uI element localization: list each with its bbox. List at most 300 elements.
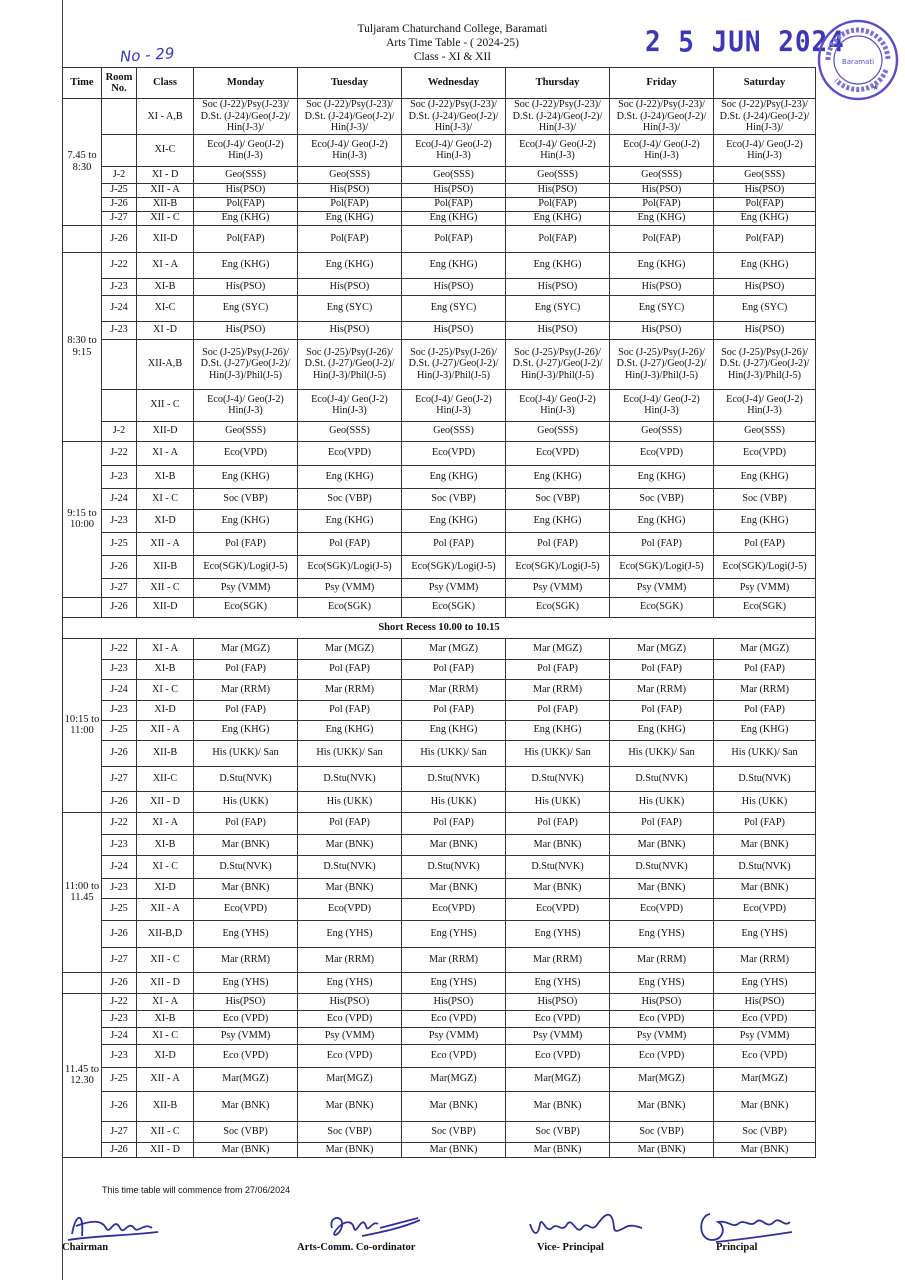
subject-cell-saturday: Eng (YHS) xyxy=(714,920,816,947)
subject-cell-saturday: Mar (MGZ) xyxy=(714,638,816,659)
subject-cell-saturday: Mar(MGZ) xyxy=(714,1067,816,1091)
vice-principal-label: Vice- Principal xyxy=(537,1242,604,1253)
subject-cell-friday: Mar (BNK) xyxy=(610,1142,714,1157)
time-slot-cell xyxy=(63,597,102,617)
class-cell: XII - C xyxy=(137,1121,194,1142)
subject-cell-monday: Mar(MGZ) xyxy=(194,1067,298,1091)
subject-cell-saturday: His(PSO) xyxy=(714,993,816,1010)
subject-cell-saturday: Pol (FAP) xyxy=(714,659,816,679)
time-slot-cell: 11:00 to 11.45 xyxy=(63,812,102,972)
class-cell: XI-C xyxy=(137,134,194,166)
subject-cell-friday: Pol(FAP) xyxy=(610,197,714,211)
subject-cell-friday: His(PSO) xyxy=(610,183,714,197)
table-row xyxy=(63,509,816,532)
subject-cell-monday: Soc (VBP) xyxy=(194,1121,298,1142)
subject-cell-friday: Mar (RRM) xyxy=(610,947,714,972)
subject-cell-wednesday: Mar (RRM) xyxy=(402,947,506,972)
subject-cell-monday: Pol(FAP) xyxy=(194,225,298,252)
subject-cell-wednesday: Mar (BNK) xyxy=(402,1142,506,1157)
subject-cell-saturday: Eng (KHG) xyxy=(714,252,816,278)
table-row xyxy=(63,1044,816,1067)
subject-cell-monday: Eco(J-4)/ Geo(J-2) Hin(J-3) xyxy=(194,389,298,421)
table-row xyxy=(63,1027,816,1044)
subject-cell-saturday: Eco(J-4)/ Geo(J-2) Hin(J-3) xyxy=(714,389,816,421)
subject-cell-monday: His(PSO) xyxy=(194,993,298,1010)
header-row xyxy=(63,68,816,99)
subject-cell-thursday: Eng (KHG) xyxy=(506,252,610,278)
time-slot-cell xyxy=(63,225,102,252)
time-slot-cell: 8:30 to 9:15 xyxy=(63,252,102,441)
subject-cell-friday: Eco(J-4)/ Geo(J-2) Hin(J-3) xyxy=(610,389,714,421)
subject-cell-friday: Soc (VBP) xyxy=(610,1121,714,1142)
class-cell: XII - D xyxy=(137,1142,194,1157)
class-cell: XI-B xyxy=(137,278,194,295)
subject-cell-saturday: Eco(VPD) xyxy=(714,441,816,465)
subject-cell-wednesday: Eco (VPD) xyxy=(402,1044,506,1067)
college-seal-icon xyxy=(816,18,900,102)
subject-cell-friday: D.Stu(NVK) xyxy=(610,766,714,791)
class-cell: XII-D xyxy=(137,597,194,617)
subject-cell-friday: Mar(MGZ) xyxy=(610,1067,714,1091)
room-cell: J-23 xyxy=(102,278,137,295)
subject-cell-thursday: His(PSO) xyxy=(506,321,610,339)
subject-cell-thursday: Psy (VMM) xyxy=(506,578,610,597)
room-cell: J-26 xyxy=(102,740,137,766)
recess-row xyxy=(63,617,816,638)
subject-cell-saturday: His (UKK)/ San xyxy=(714,740,816,766)
class-cell: XII-B xyxy=(137,1091,194,1121)
col-header-time: Time xyxy=(63,68,102,99)
table-row xyxy=(63,295,816,321)
college-name: Tuljaram Chaturchand College, Baramati xyxy=(357,23,548,35)
subject-cell-wednesday: D.Stu(NVK) xyxy=(402,855,506,878)
room-cell: J-23 xyxy=(102,1010,137,1027)
room-cell: J-22 xyxy=(102,993,137,1010)
class-cell: XI-C xyxy=(137,295,194,321)
subject-cell-monday: Psy (VMM) xyxy=(194,578,298,597)
room-cell xyxy=(102,134,137,166)
svg-text:★: ★ xyxy=(872,83,880,92)
subject-cell-monday: Pol (FAP) xyxy=(194,812,298,834)
subject-cell-wednesday: Psy (VMM) xyxy=(402,1027,506,1044)
subject-cell-tuesday: Mar (RRM) xyxy=(298,679,402,700)
subject-cell-friday: Eng (KHG) xyxy=(610,252,714,278)
class-cell: XII-C xyxy=(137,766,194,791)
subject-cell-tuesday: Eng (SYC) xyxy=(298,295,402,321)
subject-cell-monday: Mar (BNK) xyxy=(194,834,298,855)
room-cell: J-23 xyxy=(102,659,137,679)
room-cell: J-26 xyxy=(102,791,137,812)
subject-cell-tuesday: Soc (VBP) xyxy=(298,488,402,509)
class-cell: XII - D xyxy=(137,791,194,812)
room-cell: J-24 xyxy=(102,855,137,878)
table-row xyxy=(63,1067,816,1091)
table-row xyxy=(63,252,816,278)
room-cell: J-27 xyxy=(102,578,137,597)
table-row xyxy=(63,1010,816,1027)
subject-cell-wednesday: His (UKK) xyxy=(402,791,506,812)
table-row xyxy=(63,278,816,295)
subject-cell-saturday: Psy (VMM) xyxy=(714,1027,816,1044)
subject-cell-wednesday: Eco (VPD) xyxy=(402,1010,506,1027)
chairman-signature-icon xyxy=(62,1206,212,1246)
chairman-label: Chairman xyxy=(62,1242,109,1253)
subject-cell-saturday: Pol (FAP) xyxy=(714,812,816,834)
subject-cell-monday: His(PSO) xyxy=(194,321,298,339)
subject-cell-saturday: Eng (YHS) xyxy=(714,972,816,993)
subject-cell-thursday: Eco (VPD) xyxy=(506,1044,610,1067)
subject-cell-friday: Eng (YHS) xyxy=(610,920,714,947)
room-cell: J-26 xyxy=(102,1091,137,1121)
table-row xyxy=(63,791,816,812)
subject-cell-monday: Eng (KHG) xyxy=(194,720,298,740)
subject-cell-tuesday: Eco(VPD) xyxy=(298,441,402,465)
subject-cell-friday: Pol (FAP) xyxy=(610,659,714,679)
table-row xyxy=(63,211,816,225)
class-cell: XI - A xyxy=(137,252,194,278)
subject-cell-thursday: Pol (FAP) xyxy=(506,659,610,679)
subject-cell-friday: Eco(SGK)/Logi(J-5) xyxy=(610,555,714,578)
subject-cell-friday: His(PSO) xyxy=(610,321,714,339)
subject-cell-monday: Eco (VPD) xyxy=(194,1010,298,1027)
subject-cell-friday: Eng (KHG) xyxy=(610,720,714,740)
subject-cell-thursday: Eng (YHS) xyxy=(506,972,610,993)
class-cell: XI - C xyxy=(137,679,194,700)
subject-cell-thursday: Pol (FAP) xyxy=(506,700,610,720)
subject-cell-saturday: Geo(SSS) xyxy=(714,421,816,441)
subject-cell-saturday: Eco(J-4)/ Geo(J-2) Hin(J-3) xyxy=(714,134,816,166)
class-cell: XII - A xyxy=(137,532,194,555)
table-row xyxy=(63,421,816,441)
subject-cell-wednesday: Pol (FAP) xyxy=(402,812,506,834)
subject-cell-monday: Soc (J-25)/Psy(J-26)/ D.St. (J-27)/Geo(J-2)/ Hin(J-3)/Phil(J-5) xyxy=(194,339,298,389)
subject-cell-wednesday: Mar (RRM) xyxy=(402,679,506,700)
subject-cell-friday: Pol(FAP) xyxy=(610,225,714,252)
table-row xyxy=(63,465,816,488)
col-header-thursday: Thursday xyxy=(506,68,610,99)
subject-cell-monday: Psy (VMM) xyxy=(194,1027,298,1044)
time-slot-cell: 9:15 to 10:00 xyxy=(63,441,102,597)
class-cell: XII-B,D xyxy=(137,920,194,947)
class-cell: XI - A,B xyxy=(137,99,194,135)
subject-cell-tuesday: Mar (MGZ) xyxy=(298,638,402,659)
subject-cell-friday: Eco(SGK) xyxy=(610,597,714,617)
subject-cell-monday: Eng (YHS) xyxy=(194,920,298,947)
subject-cell-saturday: Mar (BNK) xyxy=(714,1142,816,1157)
subject-cell-tuesday: Eco(VPD) xyxy=(298,898,402,920)
subject-cell-saturday: Eng (SYC) xyxy=(714,295,816,321)
subject-cell-thursday: Eco(VPD) xyxy=(506,898,610,920)
subject-cell-thursday: Pol (FAP) xyxy=(506,812,610,834)
table-row xyxy=(63,597,816,617)
subject-cell-tuesday: Pol(FAP) xyxy=(298,225,402,252)
subject-cell-tuesday: His(PSO) xyxy=(298,183,402,197)
class-cell: XI - A xyxy=(137,441,194,465)
subject-cell-wednesday: His(PSO) xyxy=(402,183,506,197)
table-row xyxy=(63,555,816,578)
subject-cell-thursday: Mar (BNK) xyxy=(506,1091,610,1121)
time-slot-cell: 7.45 to 8:30 xyxy=(63,99,102,226)
subject-cell-friday: Geo(SSS) xyxy=(610,421,714,441)
subject-cell-thursday: Eng (KHG) xyxy=(506,509,610,532)
room-cell: J-27 xyxy=(102,211,137,225)
class-cell: XII - C xyxy=(137,947,194,972)
subject-cell-saturday: Psy (VMM) xyxy=(714,578,816,597)
subject-cell-wednesday: Soc (J-22)/Psy(J-23)/ D.St. (J-24)/Geo(J-2)/ Hin(J-3)/ xyxy=(402,99,506,135)
subject-cell-tuesday: Mar (BNK) xyxy=(298,1091,402,1121)
class-cell: XI-B xyxy=(137,834,194,855)
table-row xyxy=(63,225,816,252)
col-header-tuesday: Tuesday xyxy=(298,68,402,99)
subject-cell-friday: Mar (MGZ) xyxy=(610,638,714,659)
subject-cell-friday: Mar (RRM) xyxy=(610,679,714,700)
recess-cell: Short Recess 10.00 to 10.15 xyxy=(63,617,816,638)
subject-cell-monday: Soc (J-22)/Psy(J-23)/ D.St. (J-24)/Geo(J-2)/ Hin(J-3)/ xyxy=(194,99,298,135)
subject-cell-wednesday: Eng (YHS) xyxy=(402,972,506,993)
subject-cell-thursday: Eco(SGK) xyxy=(506,597,610,617)
class-cell: XI - D xyxy=(137,166,194,183)
subject-cell-monday: Eng (SYC) xyxy=(194,295,298,321)
subject-cell-saturday: Soc (J-22)/Psy(J-23)/ D.St. (J-24)/Geo(J-2)/ Hin(J-3)/ xyxy=(714,99,816,135)
subject-cell-friday: Eng (KHG) xyxy=(610,465,714,488)
table-row xyxy=(63,700,816,720)
class-cell: XI - C xyxy=(137,488,194,509)
subject-cell-thursday: Soc (J-22)/Psy(J-23)/ D.St. (J-24)/Geo(J-2)/ Hin(J-3)/ xyxy=(506,99,610,135)
class-heading: Class - XI & XII xyxy=(413,51,492,63)
subject-cell-wednesday: Eco(VPD) xyxy=(402,898,506,920)
subject-cell-tuesday: Eng (KHG) xyxy=(298,509,402,532)
vice-principal-signature-icon xyxy=(524,1206,674,1246)
subject-cell-saturday: Soc (J-25)/Psy(J-26)/ D.St. (J-27)/Geo(J-2)/ Hin(J-3)/Phil(J-5) xyxy=(714,339,816,389)
subject-cell-monday: Eng (YHS) xyxy=(194,972,298,993)
table-row xyxy=(63,389,816,421)
subject-cell-saturday: Soc (VBP) xyxy=(714,488,816,509)
subject-cell-saturday: Eng (KHG) xyxy=(714,509,816,532)
table-row xyxy=(63,898,816,920)
subject-cell-thursday: His(PSO) xyxy=(506,993,610,1010)
class-cell: XII - C xyxy=(137,578,194,597)
subject-cell-saturday: Eng (KHG) xyxy=(714,720,816,740)
subject-cell-wednesday: Eco(VPD) xyxy=(402,441,506,465)
subject-cell-thursday: His(PSO) xyxy=(506,183,610,197)
subject-cell-tuesday: Pol (FAP) xyxy=(298,700,402,720)
subject-cell-tuesday: Mar (BNK) xyxy=(298,878,402,898)
subject-cell-wednesday: His(PSO) xyxy=(402,278,506,295)
subject-cell-monday: Eng (KHG) xyxy=(194,509,298,532)
subject-cell-tuesday: Geo(SSS) xyxy=(298,166,402,183)
room-cell: J-23 xyxy=(102,509,137,532)
subject-cell-friday: His (UKK) xyxy=(610,791,714,812)
class-cell: XII-B xyxy=(137,740,194,766)
class-cell: XI-D xyxy=(137,509,194,532)
subject-cell-wednesday: Pol(FAP) xyxy=(402,225,506,252)
subject-cell-friday: Eco(VPD) xyxy=(610,441,714,465)
subject-cell-monday: Geo(SSS) xyxy=(194,166,298,183)
subject-cell-tuesday: His (UKK) xyxy=(298,791,402,812)
subject-cell-wednesday: Pol (FAP) xyxy=(402,659,506,679)
subject-cell-thursday: Soc (J-25)/Psy(J-26)/ D.St. (J-27)/Geo(J-2)/ Hin(J-3)/Phil(J-5) xyxy=(506,339,610,389)
subject-cell-friday: D.Stu(NVK) xyxy=(610,855,714,878)
subject-cell-tuesday: Eng (KHG) xyxy=(298,465,402,488)
subject-cell-monday: Geo(SSS) xyxy=(194,421,298,441)
timetable-title: Arts Time Table - ( 2024-25) xyxy=(386,37,519,49)
room-cell: J-23 xyxy=(102,700,137,720)
subject-cell-monday: Eco(SGK) xyxy=(194,597,298,617)
room-cell: J-24 xyxy=(102,679,137,700)
subject-cell-friday: Mar (BNK) xyxy=(610,1091,714,1121)
subject-cell-thursday: Pol(FAP) xyxy=(506,225,610,252)
subject-cell-thursday: Eco(J-4)/ Geo(J-2) Hin(J-3) xyxy=(506,134,610,166)
subject-cell-saturday: Pol (FAP) xyxy=(714,532,816,555)
subject-cell-wednesday: Eng (KHG) xyxy=(402,465,506,488)
table-row xyxy=(63,638,816,659)
subject-cell-monday: His (UKK)/ San xyxy=(194,740,298,766)
subject-cell-tuesday: Mar (BNK) xyxy=(298,1142,402,1157)
subject-cell-tuesday: Eco(J-4)/ Geo(J-2) Hin(J-3) xyxy=(298,134,402,166)
subject-cell-tuesday: Geo(SSS) xyxy=(298,421,402,441)
room-cell: J-22 xyxy=(102,638,137,659)
timetable xyxy=(62,67,816,1158)
subject-cell-friday: Soc (J-25)/Psy(J-26)/ D.St. (J-27)/Geo(J-2)/ Hin(J-3)/Phil(J-5) xyxy=(610,339,714,389)
table-row xyxy=(63,878,816,898)
subject-cell-wednesday: Geo(SSS) xyxy=(402,421,506,441)
subject-cell-saturday: Mar (RRM) xyxy=(714,679,816,700)
class-cell: XII-D xyxy=(137,421,194,441)
subject-cell-tuesday: Eco (VPD) xyxy=(298,1010,402,1027)
subject-cell-monday: Mar (BNK) xyxy=(194,1142,298,1157)
subject-cell-tuesday: Pol (FAP) xyxy=(298,659,402,679)
subject-cell-saturday: His(PSO) xyxy=(714,321,816,339)
subject-cell-saturday: Soc (VBP) xyxy=(714,1121,816,1142)
table-row xyxy=(63,532,816,555)
table-row xyxy=(63,578,816,597)
room-cell: J-26 xyxy=(102,1142,137,1157)
subject-cell-tuesday: Pol (FAP) xyxy=(298,532,402,555)
subject-cell-wednesday: Eng (SYC) xyxy=(402,295,506,321)
subject-cell-thursday: His(PSO) xyxy=(506,278,610,295)
subject-cell-wednesday: Eng (KHG) xyxy=(402,509,506,532)
handwritten-number: No - 29 xyxy=(119,44,175,66)
subject-cell-thursday: Mar (BNK) xyxy=(506,834,610,855)
class-cell: XII - C xyxy=(137,389,194,421)
subject-cell-tuesday: Pol(FAP) xyxy=(298,197,402,211)
subject-cell-monday: Soc (VBP) xyxy=(194,488,298,509)
room-cell: J-26 xyxy=(102,225,137,252)
subject-cell-tuesday: His(PSO) xyxy=(298,278,402,295)
subject-cell-tuesday: Mar (RRM) xyxy=(298,947,402,972)
class-cell: XII-B xyxy=(137,197,194,211)
class-cell: XI -D xyxy=(137,321,194,339)
subject-cell-wednesday: Eng (KHG) xyxy=(402,720,506,740)
room-cell: J-25 xyxy=(102,183,137,197)
subject-cell-thursday: Eng (KHG) xyxy=(506,211,610,225)
subject-cell-wednesday: Eco(J-4)/ Geo(J-2) Hin(J-3) xyxy=(402,389,506,421)
room-cell: J-25 xyxy=(102,720,137,740)
subject-cell-saturday: D.Stu(NVK) xyxy=(714,766,816,791)
subject-cell-thursday: Psy (VMM) xyxy=(506,1027,610,1044)
class-cell: XI-D xyxy=(137,878,194,898)
subject-cell-wednesday: Soc (J-25)/Psy(J-26)/ D.St. (J-27)/Geo(J-2)/ Hin(J-3)/Phil(J-5) xyxy=(402,339,506,389)
subject-cell-friday: His (UKK)/ San xyxy=(610,740,714,766)
subject-cell-friday: Pol (FAP) xyxy=(610,812,714,834)
room-cell: J-24 xyxy=(102,1027,137,1044)
subject-cell-wednesday: Eng (KHG) xyxy=(402,252,506,278)
table-row xyxy=(63,488,816,509)
subject-cell-thursday: Soc (VBP) xyxy=(506,488,610,509)
class-cell: XII-D xyxy=(137,225,194,252)
table-row xyxy=(63,834,816,855)
subject-cell-thursday: Mar (BNK) xyxy=(506,878,610,898)
subject-cell-monday: Pol (FAP) xyxy=(194,532,298,555)
room-cell: J-24 xyxy=(102,488,137,509)
subject-cell-thursday: Mar(MGZ) xyxy=(506,1067,610,1091)
subject-cell-saturday: Eco(VPD) xyxy=(714,898,816,920)
subject-cell-saturday: Pol (FAP) xyxy=(714,700,816,720)
subject-cell-wednesday: Eco(SGK)/Logi(J-5) xyxy=(402,555,506,578)
subject-cell-friday: Eco (VPD) xyxy=(610,1010,714,1027)
coordinator-signature-icon xyxy=(322,1206,472,1246)
subject-cell-friday: Eng (SYC) xyxy=(610,295,714,321)
subject-cell-friday: Eco(J-4)/ Geo(J-2) Hin(J-3) xyxy=(610,134,714,166)
subject-cell-friday: Pol (FAP) xyxy=(610,532,714,555)
subject-cell-wednesday: Eco(SGK) xyxy=(402,597,506,617)
table-row xyxy=(63,972,816,993)
table-row xyxy=(63,183,816,197)
subject-cell-saturday: Mar (BNK) xyxy=(714,834,816,855)
subject-cell-tuesday: D.Stu(NVK) xyxy=(298,766,402,791)
table-row xyxy=(63,947,816,972)
subject-cell-monday: D.Stu(NVK) xyxy=(194,766,298,791)
subject-cell-tuesday: D.Stu(NVK) xyxy=(298,855,402,878)
subject-cell-tuesday: His(PSO) xyxy=(298,321,402,339)
class-cell: XII-B xyxy=(137,555,194,578)
subject-cell-friday: Eng (YHS) xyxy=(610,972,714,993)
table-row xyxy=(63,812,816,834)
subject-cell-tuesday: Pol (FAP) xyxy=(298,812,402,834)
room-cell: J-25 xyxy=(102,898,137,920)
subject-cell-thursday: D.Stu(NVK) xyxy=(506,766,610,791)
subject-cell-saturday: Eco (VPD) xyxy=(714,1010,816,1027)
subject-cell-monday: Eco(J-4)/ Geo(J-2) Hin(J-3) xyxy=(194,134,298,166)
subject-cell-thursday: Mar (BNK) xyxy=(506,1142,610,1157)
subject-cell-friday: Soc (J-22)/Psy(J-23)/ D.St. (J-24)/Geo(J-2)/ Hin(J-3)/ xyxy=(610,99,714,135)
class-cell: XII - C xyxy=(137,211,194,225)
room-cell xyxy=(102,389,137,421)
class-cell: XII - A xyxy=(137,720,194,740)
subject-cell-thursday: D.Stu(NVK) xyxy=(506,855,610,878)
subject-cell-tuesday: Eco(SGK) xyxy=(298,597,402,617)
subject-cell-wednesday: Soc (VBP) xyxy=(402,488,506,509)
room-cell: J-27 xyxy=(102,947,137,972)
room-cell: J-22 xyxy=(102,441,137,465)
class-cell: XII - D xyxy=(137,972,194,993)
subject-cell-wednesday: D.Stu(NVK) xyxy=(402,766,506,791)
principal-label: Principal xyxy=(716,1242,758,1253)
subject-cell-friday: Mar (BNK) xyxy=(610,878,714,898)
subject-cell-friday: His(PSO) xyxy=(610,993,714,1010)
subject-cell-monday: Mar (RRM) xyxy=(194,947,298,972)
class-cell: XI - A xyxy=(137,812,194,834)
class-cell: XI-B xyxy=(137,659,194,679)
col-header-monday: Monday xyxy=(194,68,298,99)
table-row xyxy=(63,920,816,947)
subject-cell-saturday: Mar (RRM) xyxy=(714,947,816,972)
room-cell: J-2 xyxy=(102,166,137,183)
subject-cell-wednesday: Mar (BNK) xyxy=(402,1091,506,1121)
subject-cell-tuesday: Mar(MGZ) xyxy=(298,1067,402,1091)
room-cell: J-27 xyxy=(102,766,137,791)
subject-cell-wednesday: His(PSO) xyxy=(402,993,506,1010)
